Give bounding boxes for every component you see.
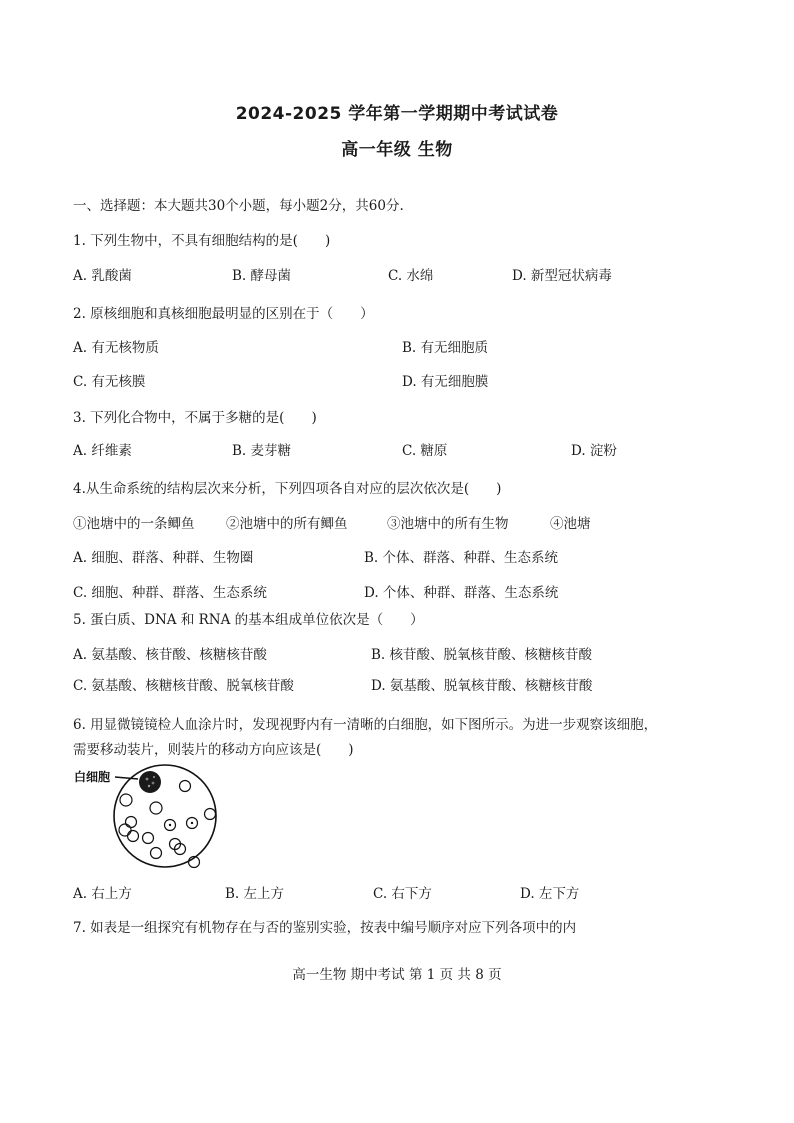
red-blood-cells <box>119 781 216 868</box>
question-3-option-d: D. 淀粉 <box>571 443 617 459</box>
question-6-option-a: A. 右上方 <box>73 886 132 902</box>
question-5-option-d: D. 氨基酸、脱氧核苷酸、核糖核苷酸 <box>371 678 593 694</box>
question-3-option-c: C. 糖原 <box>402 443 448 459</box>
exam-subtitle: 高一年级 生物 <box>341 140 453 160</box>
section-heading: 一、选择题：本大题共30个小题，每小题2分，共60分. <box>73 198 404 214</box>
question-4-option-a: A. 细胞、群落、种群、生物圈 <box>73 550 254 566</box>
question-2-option-a: A. 有无核物质 <box>73 340 159 356</box>
question-6-option-c: C. 右下方 <box>373 886 432 902</box>
question-5-option-a: A. 氨基酸、核苷酸、核糖核苷酸 <box>73 647 267 663</box>
question-4-option-c: C. 细胞、种群、群落、生态系统 <box>73 585 267 601</box>
figure-label-white-blood-cell: 白细胞 <box>74 770 111 784</box>
question-7-stem: 7. 如表是一组探究有机物存在与否的鉴别实验，按表中编号顺序对应下列各项中的内 <box>73 920 577 936</box>
question-3-option-b: B. 麦芽糖 <box>232 443 292 459</box>
question-4-item-3: ③池塘中的所有生物 <box>387 516 509 532</box>
question-6-option-d: D. 左下方 <box>520 886 580 902</box>
question-1-option-d: D. 新型冠状病毒 <box>512 268 612 284</box>
white-blood-cell-icon <box>139 771 161 793</box>
microscope-field-circle <box>114 765 216 867</box>
question-2-option-b: B. 有无细胞质 <box>402 340 489 356</box>
question-6-option-b: B. 左上方 <box>225 886 285 902</box>
microscope-field-figure <box>70 762 230 877</box>
question-2-stem: 2. 原核细胞和真核细胞最明显的区别在于（ ） <box>73 306 374 322</box>
question-2-option-c: C. 有无核膜 <box>73 374 146 390</box>
question-5-option-c: C. 氨基酸、核糖核苷酸、脱氧核苷酸 <box>73 678 294 694</box>
question-4-stem: 4.从生命系统的结构层次来分析，下列四项各自对应的层次依次是( ) <box>73 481 502 497</box>
question-6-stem-line-1: 6. 用显微镜镜检人血涂片时，发现视野内有一清晰的白细胞，如下图所示。为进一步观察该细胞， <box>73 717 658 733</box>
question-4-item-4: ④池塘 <box>550 516 591 532</box>
question-4-item-2: ②池塘中的所有鲫鱼 <box>226 516 348 532</box>
question-1-stem: 1. 下列生物中，不具有细胞结构的是( ) <box>73 233 331 249</box>
question-1-option-b: B. 酵母菌 <box>232 268 292 284</box>
page-footer: 高一生物 期中考试 第 1 页 共 8 页 <box>292 967 502 983</box>
question-4-option-d: D. 个体、种群、群落、生态系统 <box>364 585 559 601</box>
question-5-option-b: B. 核苷酸、脱氧核苷酸、核糖核苷酸 <box>371 647 593 663</box>
question-5-stem: 5. 蛋白质、DNA 和 RNA 的基本组成单位依次是（ ） <box>73 612 424 628</box>
exam-title: 2024-2025 学年第一学期期中考试试卷 <box>235 104 559 124</box>
question-6-stem-line-2: 需要移动装片，则装片的移动方向应该是( ) <box>73 742 354 758</box>
question-1-option-c: C. 水绵 <box>388 268 434 284</box>
question-4-item-1: ①池塘中的一条鲫鱼 <box>73 516 195 532</box>
question-2-option-d: D. 有无细胞膜 <box>402 374 489 390</box>
question-3-stem: 3. 下列化合物中，不属于多糖的是( ) <box>73 410 317 426</box>
question-3-option-a: A. 纤维素 <box>73 443 132 459</box>
question-4-option-b: B. 个体、群落、种群、生态系统 <box>364 550 559 566</box>
question-1-option-a: A. 乳酸菌 <box>73 268 132 284</box>
